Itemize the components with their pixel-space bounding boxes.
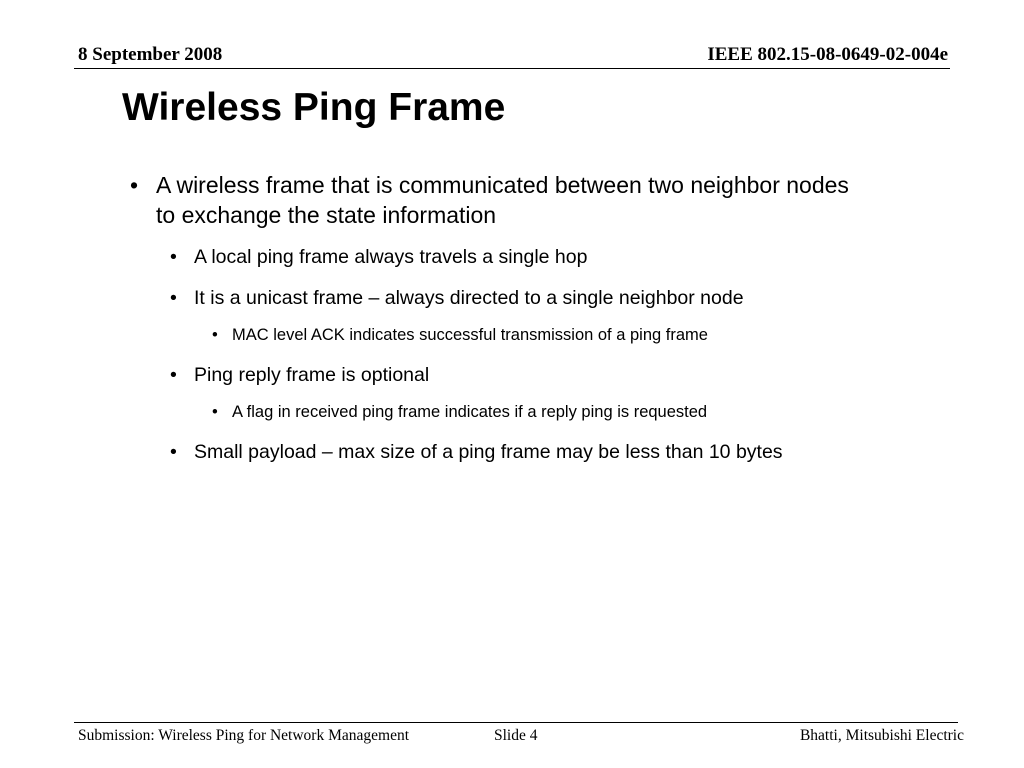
header-divider	[74, 68, 950, 69]
bullet-level-2	[170, 439, 950, 465]
bullet-text: A wireless frame that is communicated between two neighbor nodes to exchange the state information	[156, 172, 849, 228]
bullet-text: Small payload – max size of a ping frame may be less than 10 bytes	[194, 441, 783, 463]
bullet-dot-icon: •	[170, 287, 177, 309]
bullet-dot-icon: •	[170, 441, 177, 463]
footer-author: Bhatti, Mitsubishi Electric	[799, 727, 964, 744]
bullet-text: A local ping frame always travels a single hop	[194, 246, 588, 268]
bullet-text: A flag in received ping frame indicates if a reply ping is requested	[232, 403, 708, 421]
footer-submission: Submission: Wireless Ping for Network Management	[78, 727, 410, 744]
bullet-dot-icon: •	[130, 172, 139, 198]
bullet-level-2	[170, 285, 950, 311]
bullet-dot-icon: •	[170, 364, 177, 386]
bullet-level-3	[212, 324, 932, 346]
bullet-level-2	[170, 244, 950, 270]
bullet-text: MAC level ACK indicates successful transmission of a ping frame	[232, 326, 708, 344]
header-date: 8 September 2008	[78, 44, 223, 65]
bullet-text: Ping reply frame is optional	[194, 364, 430, 386]
bullet-dot-icon: •	[170, 246, 177, 268]
bullet-text: It is a unicast frame – always directed to a single neighbor node	[194, 287, 744, 309]
footer-slide-number: Slide 4	[494, 727, 538, 744]
bullet-level-3	[212, 401, 932, 423]
bullet-level-1	[130, 170, 870, 230]
bullet-level-2	[170, 362, 950, 388]
bullet-dot-icon: •	[212, 326, 218, 344]
header-document-id: IEEE 802.15-08-0649-02-004e	[707, 44, 948, 65]
slide-title: Wireless Ping Frame	[122, 86, 506, 129]
footer-divider	[74, 722, 958, 723]
bullet-dot-icon: •	[212, 403, 218, 421]
